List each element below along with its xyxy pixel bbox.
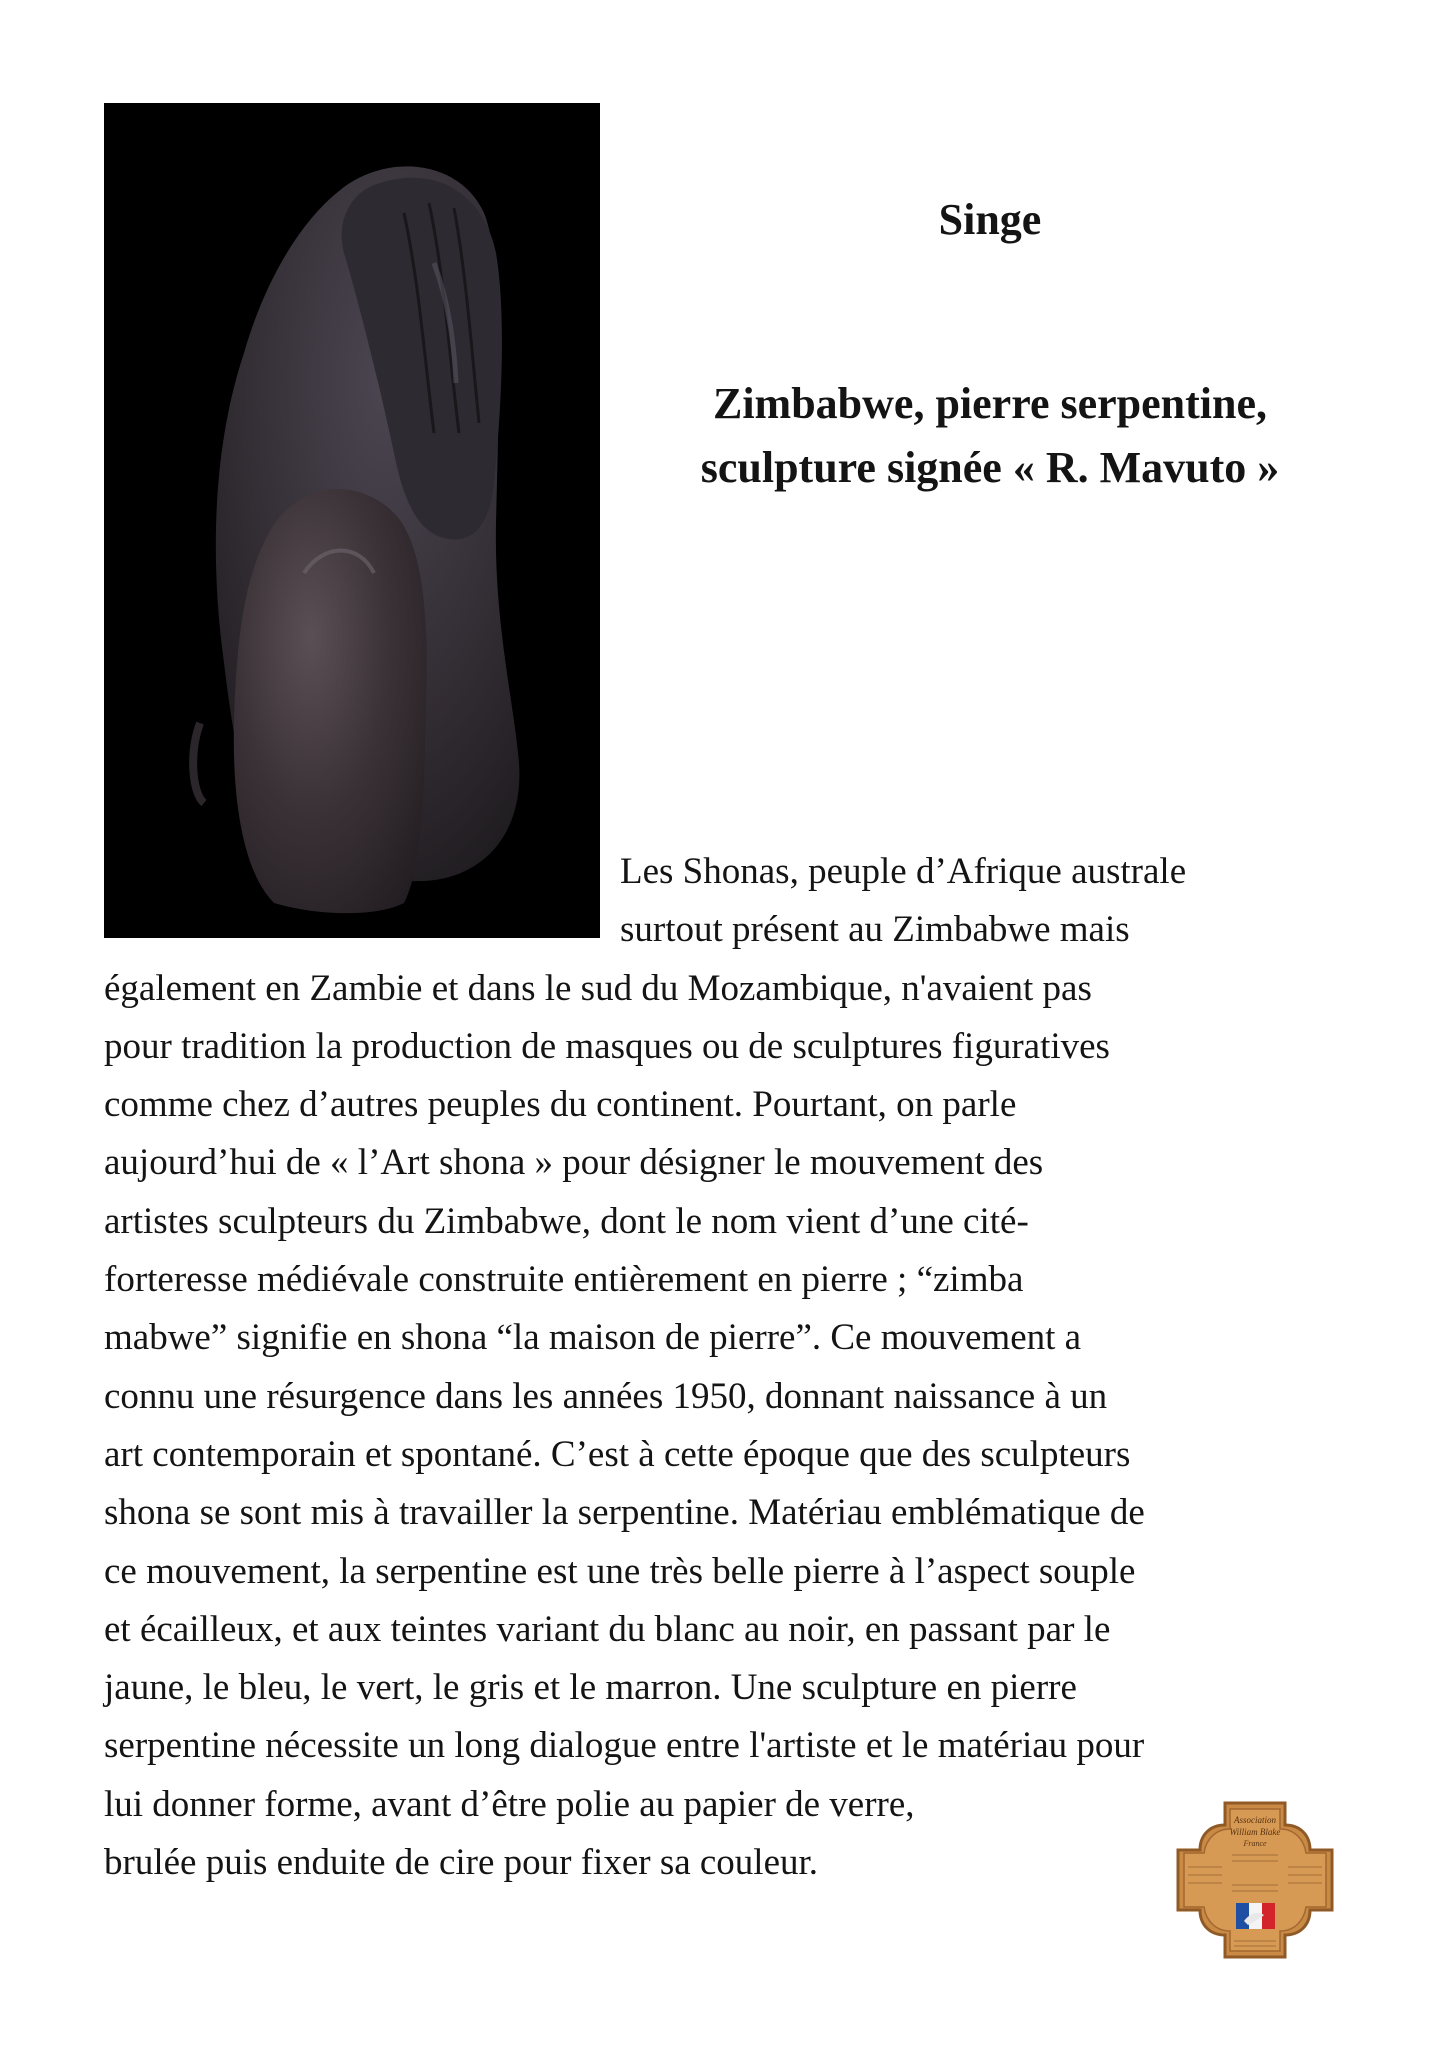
association-seal bbox=[1170, 1795, 1340, 1965]
body-line: shona se sont mis à travailler la serpentine. Matériau emblématique de bbox=[104, 1492, 1145, 1534]
sculpture-photo bbox=[104, 103, 600, 938]
body-line: forteresse médiévale construite entièrement en pierre ; “zimba bbox=[104, 1259, 1024, 1301]
body-line: art contemporain et spontané. C’est à cette époque que des sculpteurs bbox=[104, 1433, 1131, 1475]
seal-logo bbox=[1170, 1795, 1340, 1965]
body-line: mabwe” signifie en shona “la maison de pierre”. Ce mouvement a bbox=[104, 1317, 1082, 1359]
body-line: connu une résurgence dans les années 1950, donnant naissance à un bbox=[104, 1375, 1108, 1417]
page-title: Singe bbox=[938, 195, 1042, 244]
seal-text: France bbox=[1243, 1839, 1267, 1848]
body-line: jaune, le bleu, le vert, le gris et le marron. Une sculpture en pierre bbox=[104, 1667, 1077, 1709]
body-line: et écailleux, et aux teintes variant du blanc au noir, en passant par le bbox=[104, 1608, 1111, 1650]
body-line: également en Zambie et dans le sud du Mozambique, n'avaient pas bbox=[104, 967, 1092, 1009]
body-line: artistes sculpteurs du Zimbabwe, dont le nom vient d’une cité- bbox=[104, 1200, 1029, 1242]
body-line: brulée puis enduite de cire pour fixer sa couleur. bbox=[104, 1842, 819, 1884]
flag-emblem bbox=[1236, 1903, 1275, 1929]
body-line: comme chez d’autres peuples du continent. Pourtant, on parle bbox=[104, 1084, 1017, 1126]
body-line: Les Shonas, peuple d’Afrique australe bbox=[620, 851, 1187, 892]
body-line: aujourd’hui de « l’Art shona » pour désigner le mouvement des bbox=[104, 1142, 1044, 1184]
page-subtitle bbox=[620, 372, 1360, 500]
body-paragraph bbox=[104, 843, 1364, 1892]
body-line: serpentine nécessite un long dialogue entre l'artiste et le matériau pour bbox=[104, 1725, 1145, 1767]
sculpture-image bbox=[104, 103, 600, 938]
body-line: ce mouvement, la serpentine est une très belle pierre à l’aspect souple bbox=[104, 1550, 1136, 1592]
body-line: lui donner forme, avant d’être polie au papier de verre, bbox=[104, 1783, 915, 1825]
seal-text: Association bbox=[1234, 1815, 1276, 1825]
body-line: pour tradition la production de masques ou de sculptures figuratives bbox=[104, 1025, 1110, 1067]
seal-text: William Blake bbox=[1229, 1827, 1281, 1837]
body-line: surtout présent au Zimbabwe mais bbox=[620, 909, 1130, 951]
subtitle-line: Zimbabwe, pierre serpentine, bbox=[712, 379, 1268, 428]
subtitle-line: sculpture signée « R. Mavuto » bbox=[700, 443, 1280, 492]
